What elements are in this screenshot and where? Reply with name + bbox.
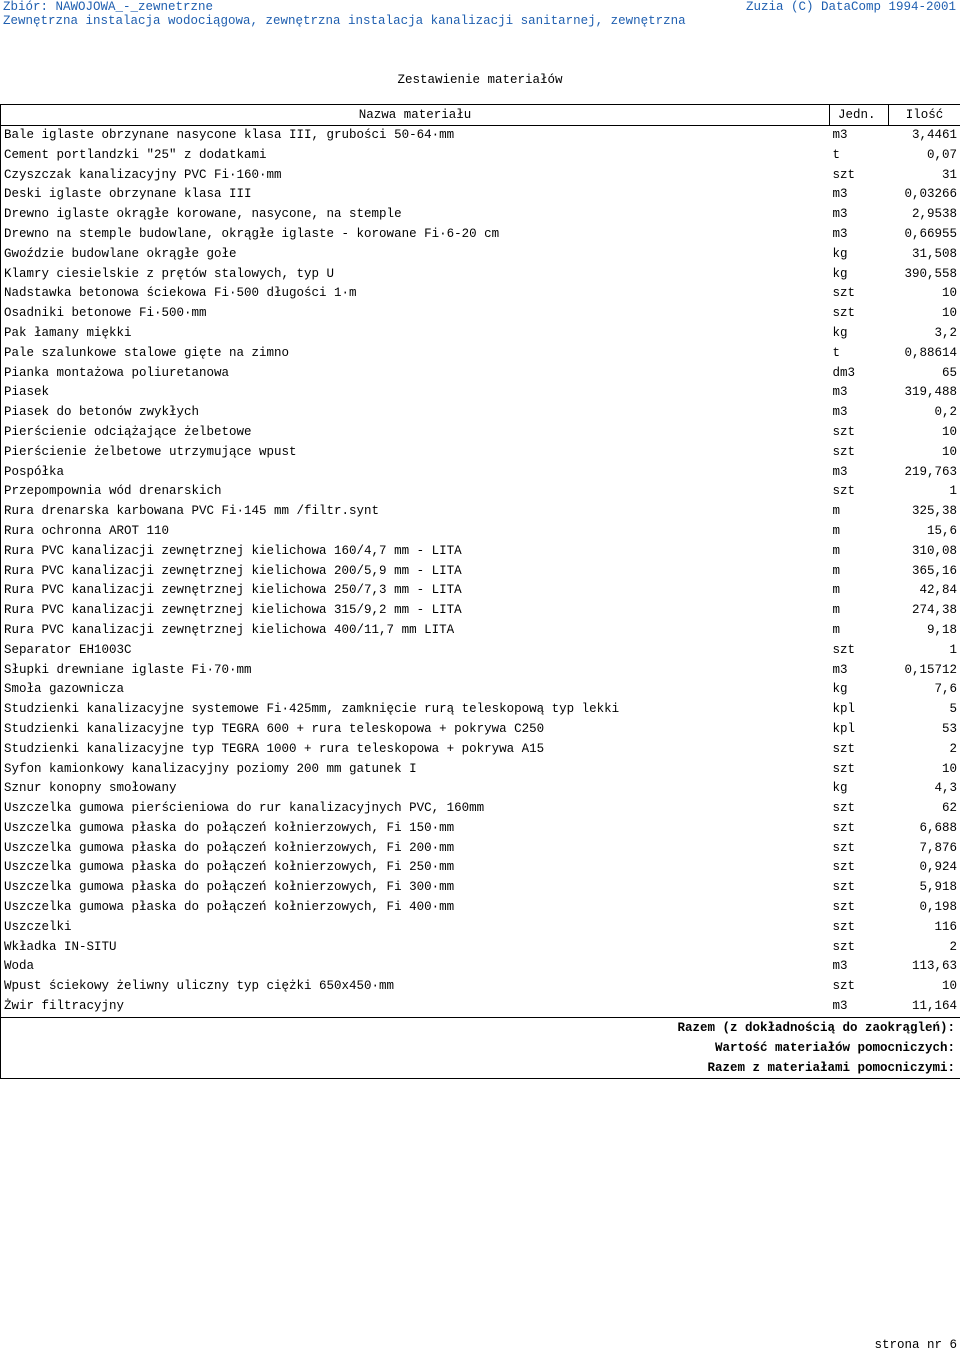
unit-cell: m3 — [830, 463, 889, 483]
material-name-cell: Osadniki betonowe Fi·500·mm — [1, 304, 830, 324]
quantity-cell: 2 — [889, 938, 960, 958]
material-name-cell: Żwir filtracyjny — [1, 997, 830, 1017]
unit-cell: kpl — [830, 720, 889, 740]
material-name-cell: Czyszczak kanalizacyjny PVC Fi·160·mm — [1, 166, 830, 186]
table-row — [1, 799, 960, 819]
table-row — [1, 423, 960, 443]
table-row — [1, 502, 960, 522]
unit-cell: szt — [830, 977, 889, 997]
unit-cell: szt — [830, 938, 889, 958]
material-name-cell: Sznur konopny smołowany — [1, 779, 830, 799]
unit-cell: szt — [830, 918, 889, 938]
material-name-cell: Pale szalunkowe stalowe gięte na zimno — [1, 344, 830, 364]
material-name-cell: Syfon kamionkowy kanalizacyjny poziomy 200 mm gatunek I — [1, 760, 830, 780]
quantity-cell: 0,88614 — [889, 344, 960, 364]
unit-cell: m — [830, 581, 889, 601]
unit-cell: szt — [830, 839, 889, 859]
table-summary — [1, 1017, 960, 1078]
material-name-cell: Studzienki kanalizacyjne typ TEGRA 600 + rura teleskopowa + pokrywa C250 — [1, 720, 830, 740]
table-row — [1, 641, 960, 661]
quantity-cell: 11,164 — [889, 997, 960, 1017]
unit-cell: kg — [830, 680, 889, 700]
table-row — [1, 601, 960, 621]
quantity-cell: 53 — [889, 720, 960, 740]
quantity-cell: 0,66955 — [889, 225, 960, 245]
material-name-cell: Drewno na stemple budowlane, okrągłe iglaste - korowane Fi·6-20 cm — [1, 225, 830, 245]
summary-row — [1, 1017, 960, 1038]
table-row — [1, 126, 960, 146]
table-row — [1, 760, 960, 780]
quantity-cell: 10 — [889, 423, 960, 443]
table-row — [1, 779, 960, 799]
material-name-cell: Rura PVC kanalizacji zewnętrznej kielichowa 400/11,7 mm LITA — [1, 621, 830, 641]
material-name-cell: Rura ochronna AROT 110 — [1, 522, 830, 542]
quantity-cell: 4,3 — [889, 779, 960, 799]
unit-cell: szt — [830, 443, 889, 463]
unit-cell: m3 — [830, 997, 889, 1017]
material-name-cell: Pierścienie odciążające żelbetowe — [1, 423, 830, 443]
quantity-cell: 5,918 — [889, 878, 960, 898]
copyright-notice: Zuzia (C) DataComp 1994-2001 — [746, 0, 956, 14]
material-name-cell: Cement portlandzki "25" z dodatkami — [1, 146, 830, 166]
unit-cell: t — [830, 146, 889, 166]
unit-cell: m — [830, 502, 889, 522]
table-row — [1, 482, 960, 502]
table-row — [1, 364, 960, 384]
column-header-qty: Ilość — [889, 105, 960, 126]
material-name-cell: Klamry ciesielskie z prętów stalowych, typ U — [1, 265, 830, 285]
material-name-cell: Uszczelka gumowa pierścieniowa do rur kanalizacyjnych PVC, 160mm — [1, 799, 830, 819]
unit-cell: m3 — [830, 185, 889, 205]
quantity-cell: 6,688 — [889, 819, 960, 839]
unit-cell: kg — [830, 324, 889, 344]
unit-cell: szt — [830, 423, 889, 443]
table-row — [1, 463, 960, 483]
material-name-cell: Rura PVC kanalizacji zewnętrznej kielichowa 250/7,3 mm - LITA — [1, 581, 830, 601]
quantity-cell: 365,16 — [889, 562, 960, 582]
unit-cell: m — [830, 601, 889, 621]
unit-cell: kg — [830, 779, 889, 799]
table-row — [1, 878, 960, 898]
material-name-cell: Deski iglaste obrzynane klasa III — [1, 185, 830, 205]
material-name-cell: Słupki drewniane iglaste Fi·70·mm — [1, 661, 830, 681]
table-row — [1, 581, 960, 601]
quantity-cell: 274,38 — [889, 601, 960, 621]
quantity-cell: 10 — [889, 760, 960, 780]
page-title: Zestawienie materiałów — [0, 73, 960, 87]
material-name-cell: Wkładka IN-SITU — [1, 938, 830, 958]
quantity-cell: 2 — [889, 740, 960, 760]
table-row — [1, 621, 960, 641]
table-row — [1, 898, 960, 918]
unit-cell: m3 — [830, 126, 889, 146]
unit-cell: szt — [830, 166, 889, 186]
table-row — [1, 245, 960, 265]
unit-cell: szt — [830, 740, 889, 760]
quantity-cell: 1 — [889, 641, 960, 661]
quantity-cell: 0,2 — [889, 403, 960, 423]
material-name-cell: Pianka montażowa poliuretanowa — [1, 364, 830, 384]
quantity-cell: 1 — [889, 482, 960, 502]
quantity-cell: 0,03266 — [889, 185, 960, 205]
quantity-cell: 0,15712 — [889, 661, 960, 681]
unit-cell: m — [830, 621, 889, 641]
unit-cell: m3 — [830, 403, 889, 423]
table-row — [1, 522, 960, 542]
material-name-cell: Rura PVC kanalizacji zewnętrznej kielichowa 200/5,9 mm - LITA — [1, 562, 830, 582]
quantity-cell: 42,84 — [889, 581, 960, 601]
unit-cell: szt — [830, 878, 889, 898]
table-row — [1, 938, 960, 958]
table-row — [1, 839, 960, 859]
table-row — [1, 918, 960, 938]
table-row — [1, 858, 960, 878]
material-name-cell: Uszczelka gumowa płaska do połączeń kołnierzowych, Fi 150·mm — [1, 819, 830, 839]
quantity-cell: 65 — [889, 364, 960, 384]
summary-label: Razem (z dokładnością do zaokrągleń): — [1, 1017, 960, 1038]
quantity-cell: 325,38 — [889, 502, 960, 522]
table-row — [1, 957, 960, 977]
quantity-cell: 219,763 — [889, 463, 960, 483]
document-subtitle: Zewnętrzna instalacja wodociągowa, zewnętrzna instalacja kanalizacji sanitarnej, zewnętrzna — [3, 14, 956, 28]
unit-cell: szt — [830, 284, 889, 304]
summary-row — [1, 1038, 960, 1058]
table-row — [1, 403, 960, 423]
quantity-cell: 3,2 — [889, 324, 960, 344]
unit-cell: kg — [830, 245, 889, 265]
quantity-cell: 0,07 — [889, 146, 960, 166]
table-row — [1, 740, 960, 760]
material-name-cell: Uszczelka gumowa płaska do połączeń kołnierzowych, Fi 200·mm — [1, 839, 830, 859]
material-name-cell: Piasek — [1, 383, 830, 403]
material-name-cell: Studzienki kanalizacyjne systemowe Fi·425mm, zamknięcie rurą teleskopową typ lekki — [1, 700, 830, 720]
material-name-cell: Studzienki kanalizacyjne typ TEGRA 1000 + rura teleskopowa + pokrywa A15 — [1, 740, 830, 760]
table-row — [1, 304, 960, 324]
summary-label: Razem z materiałami pomocniczymi: — [1, 1058, 960, 1079]
table-row — [1, 661, 960, 681]
unit-cell: m — [830, 562, 889, 582]
unit-cell: t — [830, 344, 889, 364]
table-row — [1, 185, 960, 205]
unit-cell: szt — [830, 898, 889, 918]
material-name-cell: Rura drenarska karbowana PVC Fi·145 mm /filtr.synt — [1, 502, 830, 522]
material-name-cell: Wpust ściekowy żeliwny uliczny typ ciężki 650x450·mm — [1, 977, 830, 997]
unit-cell: szt — [830, 819, 889, 839]
quantity-cell: 2,9538 — [889, 205, 960, 225]
quantity-cell: 10 — [889, 284, 960, 304]
materials-table — [0, 104, 960, 1079]
unit-cell: dm3 — [830, 364, 889, 384]
material-name-cell: Rura PVC kanalizacji zewnętrznej kielichowa 160/4,7 mm - LITA — [1, 542, 830, 562]
table-row — [1, 146, 960, 166]
summary-row — [1, 1058, 960, 1079]
material-name-cell: Piasek do betonów zwykłych — [1, 403, 830, 423]
quantity-cell: 390,558 — [889, 265, 960, 285]
collection-name: Zbiór: NAWOJOWA_-_zewnetrzne — [3, 0, 213, 14]
quantity-cell: 15,6 — [889, 522, 960, 542]
material-name-cell: Nadstawka betonowa ściekowa Fi·500 długości 1·m — [1, 284, 830, 304]
unit-cell: kg — [830, 265, 889, 285]
material-name-cell: Smoła gazownicza — [1, 680, 830, 700]
table-row — [1, 562, 960, 582]
quantity-cell: 31,508 — [889, 245, 960, 265]
material-name-cell: Uszczelka gumowa płaska do połączeń kołnierzowych, Fi 250·mm — [1, 858, 830, 878]
table-body — [1, 126, 960, 1018]
material-name-cell: Pak łamany miękki — [1, 324, 830, 344]
quantity-cell: 0,924 — [889, 858, 960, 878]
table-row — [1, 542, 960, 562]
document-header — [3, 0, 956, 14]
unit-cell: szt — [830, 304, 889, 324]
unit-cell: m3 — [830, 661, 889, 681]
unit-cell: m — [830, 522, 889, 542]
quantity-cell: 3,4461 — [889, 126, 960, 146]
material-name-cell: Woda — [1, 957, 830, 977]
table-row — [1, 700, 960, 720]
table-row — [1, 166, 960, 186]
unit-cell: kpl — [830, 700, 889, 720]
material-name-cell: Uszczelki — [1, 918, 830, 938]
quantity-cell: 10 — [889, 443, 960, 463]
table-row — [1, 284, 960, 304]
quantity-cell: 7,6 — [889, 680, 960, 700]
quantity-cell: 10 — [889, 304, 960, 324]
material-name-cell: Drewno iglaste okrągłe korowane, nasycone, na stemple — [1, 205, 830, 225]
quantity-cell: 31 — [889, 166, 960, 186]
table-row — [1, 680, 960, 700]
page-number: strona nr 6 — [874, 1338, 957, 1352]
material-name-cell: Bale iglaste obrzynane nasycone klasa III, grubości 50-64·mm — [1, 126, 830, 146]
table-row — [1, 344, 960, 364]
material-name-cell: Separator EH1003C — [1, 641, 830, 661]
quantity-cell: 7,876 — [889, 839, 960, 859]
quantity-cell: 5 — [889, 700, 960, 720]
table-header — [1, 105, 960, 126]
material-name-cell: Uszczelka gumowa płaska do połączeń kołnierzowych, Fi 400·mm — [1, 898, 830, 918]
unit-cell: m3 — [830, 383, 889, 403]
table-row — [1, 720, 960, 740]
material-name-cell: Przepompownia wód drenarskich — [1, 482, 830, 502]
quantity-cell: 10 — [889, 977, 960, 997]
quantity-cell: 62 — [889, 799, 960, 819]
unit-cell: m3 — [830, 957, 889, 977]
unit-cell: m — [830, 542, 889, 562]
unit-cell: szt — [830, 799, 889, 819]
table-row — [1, 205, 960, 225]
unit-cell: m3 — [830, 225, 889, 245]
table-row — [1, 443, 960, 463]
quantity-cell: 9,18 — [889, 621, 960, 641]
material-name-cell: Pierścienie żelbetowe utrzymujące wpust — [1, 443, 830, 463]
quantity-cell: 116 — [889, 918, 960, 938]
unit-cell: szt — [830, 858, 889, 878]
unit-cell: m3 — [830, 205, 889, 225]
column-header-name: Nazwa materiału — [1, 105, 830, 126]
quantity-cell: 113,63 — [889, 957, 960, 977]
quantity-cell: 319,488 — [889, 383, 960, 403]
unit-cell: szt — [830, 482, 889, 502]
table-row — [1, 225, 960, 245]
column-header-unit: Jedn. — [830, 105, 889, 126]
table-row — [1, 383, 960, 403]
table-row — [1, 265, 960, 285]
quantity-cell: 310,08 — [889, 542, 960, 562]
material-name-cell: Pospółka — [1, 463, 830, 483]
table-row — [1, 819, 960, 839]
table-row — [1, 324, 960, 344]
table-row — [1, 997, 960, 1017]
material-name-cell: Rura PVC kanalizacji zewnętrznej kielichowa 315/9,2 mm - LITA — [1, 601, 830, 621]
unit-cell: szt — [830, 641, 889, 661]
summary-label: Wartość materiałów pomocniczych: — [1, 1038, 960, 1058]
material-name-cell: Gwoździe budowlane okrągłe gołe — [1, 245, 830, 265]
quantity-cell: 0,198 — [889, 898, 960, 918]
material-name-cell: Uszczelka gumowa płaska do połączeń kołnierzowych, Fi 300·mm — [1, 878, 830, 898]
unit-cell: szt — [830, 760, 889, 780]
table-row — [1, 977, 960, 997]
